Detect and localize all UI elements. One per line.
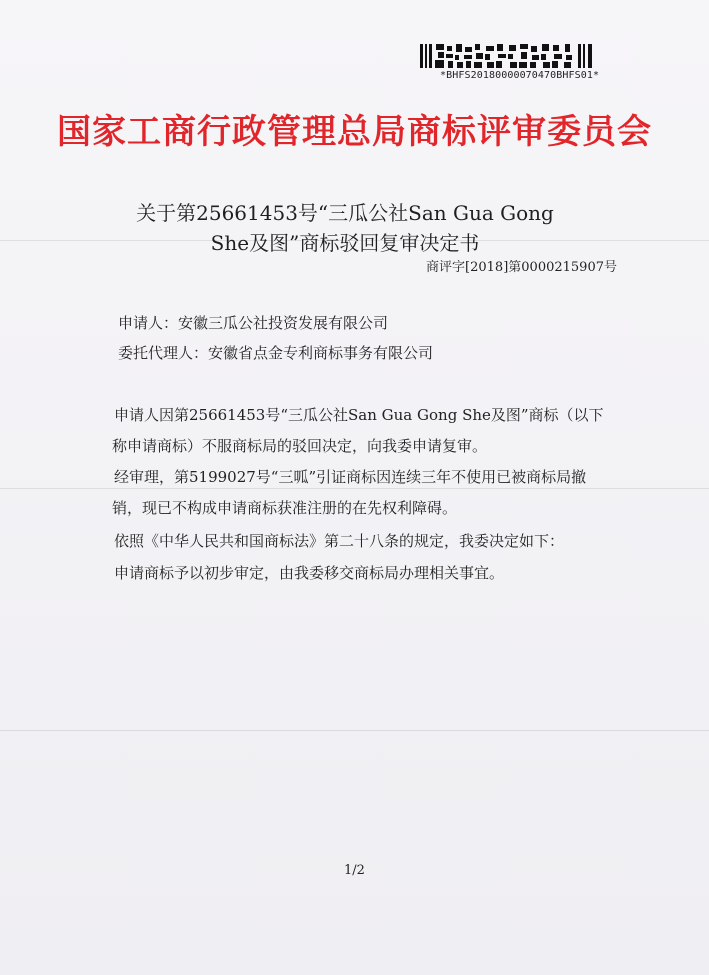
page-number: 1/2 xyxy=(344,863,365,878)
body-paragraph: 经审理，第5199027号“三呱”引证商标因连续三年不使用已被商标局撤销，现已不构成申请商标获准注册的在先权利障碍。 xyxy=(112,468,587,517)
decision-title-line: She及图”商标驳回复审决定书 xyxy=(210,231,480,255)
issuing-authority-title: 国家工商行政管理总局商标评审委员会 xyxy=(57,112,652,152)
document-number: 商评字[2018]第0000215907号 xyxy=(426,260,617,275)
body-paragraph: 申请商标予以初步审定，由我委移交商标局办理相关事宜。 xyxy=(114,564,505,582)
body-paragraph: 依照《中华人民共和国商标法》第二十八条的规定，我委决定如下： xyxy=(114,532,565,550)
decision-title-line: 关于第25661453号“三瓜公社San Gua Gong xyxy=(136,201,554,225)
barcode-number: *BHFS20180000070470BHFS01* xyxy=(440,70,600,81)
body-paragraph: 申请人因第25661453号“三瓜公社San Gua Gong She及图”商标（以下称申请商标）不服商标局的驳回决定，向我委申请复审。 xyxy=(112,406,604,455)
barcode-icon xyxy=(420,44,595,68)
fold-line xyxy=(0,730,709,731)
decision-title xyxy=(90,198,600,258)
applicant-line: 申请人：安徽三瓜公社投资发展有限公司 xyxy=(118,314,389,332)
agent-line: 委托代理人：安徽省点金专利商标事务有限公司 xyxy=(118,344,434,362)
